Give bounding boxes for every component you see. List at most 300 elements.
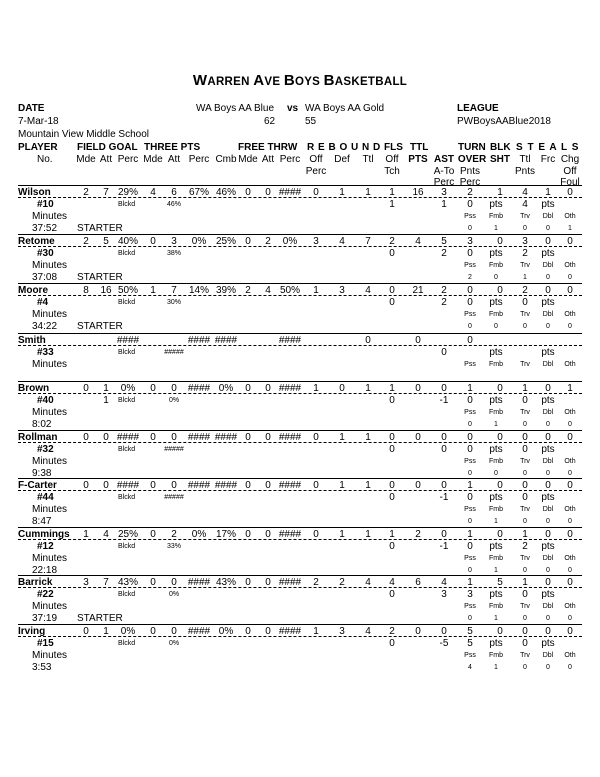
- stat-cell: 0: [245, 432, 251, 443]
- stat-cell: 67%: [188, 187, 210, 198]
- stat-cell: 4: [365, 577, 371, 588]
- blocked-perc: 38%: [166, 250, 182, 257]
- turnover-count: 1: [494, 615, 498, 622]
- blocked-label: Blckd: [118, 299, 136, 306]
- player-number: #30: [37, 248, 54, 259]
- stat-cell: 50%: [117, 285, 139, 296]
- stat-cell: 0: [389, 297, 395, 308]
- turnover-count: 0: [468, 615, 472, 622]
- turnover-count: 1: [494, 664, 498, 671]
- turnover-count: 1: [494, 225, 498, 232]
- stat-cell: 0: [545, 626, 551, 637]
- stat-cell: ####: [278, 335, 302, 346]
- minutes-played: 8:02: [32, 419, 52, 430]
- blocked-perc: 0%: [168, 397, 180, 404]
- minutes-label: Minutes: [32, 553, 68, 564]
- stat-cell: ####: [187, 335, 211, 346]
- turnover-type-label: Fmb: [489, 213, 503, 220]
- hdr-pts: PTS: [408, 154, 428, 165]
- hdr-turn: TURN: [458, 142, 486, 153]
- stat-cell: 1: [441, 199, 447, 210]
- stat-cell: 43%: [117, 577, 139, 588]
- stat-cell: 0: [415, 335, 421, 346]
- pts-label: pts: [489, 638, 503, 649]
- turnover-count: 0: [468, 567, 472, 574]
- row-separator: [18, 575, 582, 576]
- stat-cell: 0: [567, 432, 573, 443]
- turnover-type-label: Oth: [564, 409, 576, 416]
- row-separator: [18, 527, 582, 528]
- pts-label: pts: [541, 638, 555, 649]
- stat-cell: 2: [467, 187, 473, 198]
- turnover-count: 2: [468, 274, 472, 281]
- player-number: #4: [37, 297, 49, 308]
- stat-cell: 0: [567, 626, 573, 637]
- blocked-perc: #####: [164, 349, 184, 356]
- stat-cell: 0: [545, 529, 551, 540]
- stat-cell: 0: [265, 383, 271, 394]
- stat-cell: 46%: [215, 187, 237, 198]
- stat-cell: 0%: [120, 626, 136, 637]
- stat-cell: 16: [100, 285, 112, 296]
- turnover-count: 0: [568, 518, 572, 525]
- turnover-type-label: Fmb: [489, 603, 503, 610]
- turnover-type-label: Pss: [464, 409, 476, 416]
- minutes-label: Minutes: [32, 650, 68, 661]
- pts-label: pts: [489, 444, 503, 455]
- turnover-count: 0: [568, 615, 572, 622]
- turnover-type-label: Oth: [564, 213, 576, 220]
- stat-cell: ####: [187, 577, 211, 588]
- turnover-type-label: Trv: [520, 262, 530, 269]
- minutes-played: 37:08: [32, 272, 58, 283]
- stat-cell: 0: [313, 480, 319, 491]
- stat-cell: 0: [545, 432, 551, 443]
- turnover-count: 0: [523, 470, 527, 477]
- stat-cell: 0: [522, 492, 528, 503]
- stat-cell: 7: [103, 187, 109, 198]
- stat-cell: 0: [441, 626, 447, 637]
- stat-cell: 0: [150, 432, 156, 443]
- blocked-perc: 46%: [166, 201, 182, 208]
- row-separator: [18, 283, 582, 284]
- stat-cell: ####: [278, 577, 302, 588]
- minutes-label: Minutes: [32, 601, 68, 612]
- turnover-type-label: Dbl: [542, 213, 554, 220]
- stat-cell: 0: [522, 432, 528, 443]
- minutes-played: 8:47: [32, 516, 52, 527]
- stat-cell: 5: [103, 236, 109, 247]
- turnover-count: 0: [523, 421, 527, 428]
- turnover-type-label: Dbl: [542, 361, 554, 368]
- pts-label: pts: [489, 541, 503, 552]
- minutes-label: Minutes: [32, 260, 68, 271]
- stat-cell: 25%: [117, 529, 139, 540]
- stat-cell: 0: [103, 432, 109, 443]
- turnover-count: 0: [568, 421, 572, 428]
- pts-label: pts: [541, 541, 555, 552]
- date-label: DATE: [18, 103, 45, 114]
- stat-cell: 3: [171, 236, 177, 247]
- stat-cell: 1: [522, 529, 528, 540]
- stat-cell: 0: [545, 285, 551, 296]
- stat-cell: 0: [567, 285, 573, 296]
- stat-cell: 0: [389, 589, 395, 600]
- away-team: WA Boys AA Gold: [305, 103, 385, 114]
- stat-cell: 0: [389, 248, 395, 259]
- turnover-type-label: Oth: [564, 555, 576, 562]
- player-name: Irving: [18, 626, 46, 637]
- stat-cell: 4: [103, 529, 109, 540]
- stat-cell: 3: [467, 589, 473, 600]
- stat-cell: 0: [441, 529, 447, 540]
- turnover-type-label: Oth: [564, 603, 576, 610]
- stat-cell: 0: [171, 383, 177, 394]
- stat-cell: 2: [522, 541, 528, 552]
- stat-cell: 0: [415, 480, 421, 491]
- stat-cell: 1: [365, 529, 371, 540]
- stat-cell: -1: [439, 541, 449, 552]
- stat-cell: 0: [150, 529, 156, 540]
- stat-cell: 0: [83, 480, 89, 491]
- stat-cell: 0%: [120, 383, 136, 394]
- stat-cell: 4: [339, 236, 345, 247]
- stat-cell: ####: [278, 187, 302, 198]
- pts-label: pts: [541, 347, 555, 358]
- stat-cell: 0: [171, 480, 177, 491]
- stat-cell: 0: [313, 432, 319, 443]
- stat-cell: 0: [245, 577, 251, 588]
- hdr-off-perc: Perc: [305, 166, 327, 177]
- stat-cell: 0: [313, 529, 319, 540]
- stat-cell: 1: [103, 383, 109, 394]
- stat-cell: 0: [389, 444, 395, 455]
- player-name: Wilson: [18, 187, 51, 198]
- stat-cell: 0: [171, 577, 177, 588]
- stat-cell: 43%: [215, 577, 237, 588]
- turnover-type-label: Fmb: [489, 458, 503, 465]
- stat-cell: 0: [389, 541, 395, 552]
- stat-cell: 17%: [215, 529, 237, 540]
- stat-cell: 4: [265, 285, 271, 296]
- league-name: PWBoysAABlue2018: [457, 116, 551, 127]
- stat-cell: 0: [545, 383, 551, 394]
- hdr-free-thrw: FREE THRW: [238, 142, 298, 153]
- stat-cell: 1: [365, 383, 371, 394]
- starter-label: STARTER: [77, 321, 123, 332]
- vs-label: vs: [287, 103, 299, 114]
- game-date: 7-Mar-18: [18, 116, 59, 127]
- turnover-type-label: Dbl: [542, 311, 554, 318]
- turnover-count: 0: [546, 615, 550, 622]
- turnover-count: 0: [568, 567, 572, 574]
- away-score: 55: [305, 116, 317, 127]
- stat-cell: 5: [467, 638, 473, 649]
- turnover-type-label: Pss: [464, 506, 476, 513]
- stat-cell: 1: [103, 626, 109, 637]
- stat-cell: 7: [171, 285, 177, 296]
- stat-cell: 2: [313, 577, 319, 588]
- stat-cell: 0: [522, 589, 528, 600]
- stat-cell: ####: [187, 480, 211, 491]
- stat-cell: 1: [467, 529, 473, 540]
- turnover-type-label: Trv: [520, 603, 530, 610]
- minutes-played: 34:22: [32, 321, 58, 332]
- stat-cell: 0: [497, 626, 503, 637]
- stat-cell: 0: [415, 383, 421, 394]
- turnover-count: 0: [468, 323, 472, 330]
- stat-cell: 2: [389, 236, 395, 247]
- minutes-label: Minutes: [32, 504, 68, 515]
- stat-cell: 0%: [218, 383, 234, 394]
- stat-cell: 1: [497, 187, 503, 198]
- hdr-ft-mde: Mde: [238, 154, 258, 165]
- stat-cell: ####: [214, 335, 238, 346]
- pts-label: pts: [489, 199, 503, 210]
- stat-cell: 0: [467, 285, 473, 296]
- stat-cell: 0: [545, 236, 551, 247]
- stat-cell: 3: [441, 589, 447, 600]
- stat-cell: 2: [441, 248, 447, 259]
- stat-cell: 1: [339, 432, 345, 443]
- hdr-ft-perc: Perc: [279, 154, 301, 165]
- turnover-count: 0: [494, 274, 498, 281]
- stat-cell: 0: [389, 285, 395, 296]
- stat-cell: 0: [265, 480, 271, 491]
- turnover-type-label: Dbl: [542, 262, 554, 269]
- turnover-count: 0: [546, 567, 550, 574]
- stat-cell: 1: [467, 480, 473, 491]
- blocked-label: Blckd: [118, 591, 136, 598]
- pts-label: pts: [541, 297, 555, 308]
- stat-cell: 3: [339, 285, 345, 296]
- stat-cell: 0: [441, 480, 447, 491]
- turnover-count: 0: [523, 664, 527, 671]
- stat-cell: 7: [365, 236, 371, 247]
- pts-label: pts: [489, 395, 503, 406]
- hdr-fg-perc: Perc: [117, 154, 139, 165]
- stat-cell: 0: [467, 335, 473, 346]
- stat-cell: 0: [415, 626, 421, 637]
- blocked-perc: 0%: [168, 591, 180, 598]
- minutes-label: Minutes: [32, 211, 68, 222]
- stat-cell: 0: [497, 480, 503, 491]
- stat-cell: 0: [171, 626, 177, 637]
- stat-cell: 1: [545, 187, 551, 198]
- stat-cell: -5: [439, 638, 449, 649]
- blocked-label: Blckd: [118, 640, 136, 647]
- turnover-type-label: Trv: [520, 409, 530, 416]
- turnover-count: 1: [494, 518, 498, 525]
- stat-cell: 0: [171, 432, 177, 443]
- stat-cell: ####: [214, 480, 238, 491]
- stat-cell: 29%: [117, 187, 139, 198]
- turnover-count: 0: [523, 518, 527, 525]
- turnover-type-label: Fmb: [489, 361, 503, 368]
- stat-cell: 0: [441, 347, 447, 358]
- turnover-type-label: Fmb: [489, 652, 503, 659]
- row-separator: [18, 624, 582, 625]
- stat-cell: 1: [339, 187, 345, 198]
- stat-cell: 0: [522, 480, 528, 491]
- stat-cell: 0: [467, 199, 473, 210]
- turnover-type-label: Dbl: [542, 555, 554, 562]
- stat-cell: 0: [441, 383, 447, 394]
- stat-cell: 0: [467, 541, 473, 552]
- turnover-type-label: Oth: [564, 458, 576, 465]
- turnover-type-label: Pss: [464, 361, 476, 368]
- stat-cell: 2: [171, 529, 177, 540]
- hdr-pnts: Pnts: [459, 166, 481, 177]
- stat-cell: 0: [545, 480, 551, 491]
- row-separator: [18, 381, 582, 382]
- stat-cell: 0%: [218, 626, 234, 637]
- stat-cell: 0: [441, 432, 447, 443]
- stat-cell: ####: [116, 480, 140, 491]
- stat-cell: 1: [339, 480, 345, 491]
- stat-cell: 0: [245, 236, 251, 247]
- hdr-stl-ttl: Ttl: [519, 154, 531, 165]
- hdr-fls: FLS: [384, 142, 403, 153]
- stat-cell: 0: [83, 383, 89, 394]
- hdr-tch: Tch: [384, 166, 400, 177]
- turnover-type-label: Trv: [520, 361, 530, 368]
- hdr-fg-mde: Mde: [76, 154, 96, 165]
- stat-cell: 4: [522, 187, 528, 198]
- blocked-label: Blckd: [118, 543, 136, 550]
- minutes-label: Minutes: [32, 456, 68, 467]
- stat-cell: 0: [522, 297, 528, 308]
- turnover-type-label: Dbl: [542, 409, 554, 416]
- minutes-played: 9:38: [32, 468, 52, 479]
- stat-cell: 3: [441, 187, 447, 198]
- stat-cell: 0: [313, 187, 319, 198]
- stat-cell: 0: [389, 492, 395, 503]
- hdr-3p-att: Att: [167, 154, 181, 165]
- hdr-a-to: A-To: [433, 166, 455, 177]
- pts-label: pts: [541, 492, 555, 503]
- pts-label: pts: [489, 589, 503, 600]
- turnover-count: 0: [468, 470, 472, 477]
- stat-cell: 2: [245, 285, 251, 296]
- stat-cell: 2: [339, 577, 345, 588]
- turnover-type-label: Oth: [564, 262, 576, 269]
- row-separator: [18, 478, 582, 479]
- turnover-count: 0: [523, 225, 527, 232]
- stat-cell: 1: [313, 626, 319, 637]
- pts-label: pts: [489, 297, 503, 308]
- turnover-type-label: Oth: [564, 361, 576, 368]
- stat-cell: 5: [497, 577, 503, 588]
- stat-cell: 3: [522, 236, 528, 247]
- player-number: #15: [37, 638, 54, 649]
- hdr-off: Off: [309, 154, 323, 165]
- hdr-3p-perc: Perc: [188, 154, 210, 165]
- stat-cell: 0: [265, 626, 271, 637]
- turnover-count: 0: [568, 274, 572, 281]
- starter-label: STARTER: [77, 223, 123, 234]
- blocked-perc: 33%: [166, 543, 182, 550]
- stat-cell: 4: [389, 577, 395, 588]
- game-location: Mountain View Middle School: [18, 129, 150, 140]
- stat-cell: 0: [467, 444, 473, 455]
- stat-cell: 0: [441, 444, 447, 455]
- stat-cell: 1: [522, 383, 528, 394]
- player-number: #10: [37, 199, 54, 210]
- home-score: 62: [264, 116, 276, 127]
- player-name: Rollman: [18, 432, 58, 443]
- turnover-count: 0: [468, 421, 472, 428]
- stat-cell: 4: [415, 236, 421, 247]
- hdr-steals: S T E A L S: [516, 142, 580, 153]
- stat-cell: 1: [313, 383, 319, 394]
- stat-cell: 0: [245, 383, 251, 394]
- turnover-count: 0: [546, 421, 550, 428]
- turnover-count: 0: [468, 518, 472, 525]
- turnover-type-label: Pss: [464, 458, 476, 465]
- blocked-perc: #####: [164, 494, 184, 501]
- blocked-perc: #####: [164, 446, 184, 453]
- stat-cell: 7: [103, 577, 109, 588]
- blocked-label: Blckd: [118, 446, 136, 453]
- stat-cell: -1: [439, 395, 449, 406]
- pts-label: pts: [541, 395, 555, 406]
- stat-cell: 1: [83, 529, 89, 540]
- player-name: Smith: [18, 335, 46, 346]
- stat-cell: 0%: [282, 236, 298, 247]
- turnover-count: 4: [468, 664, 472, 671]
- hdr-blk: BLK: [490, 142, 511, 153]
- hdr-chg: Chg: [560, 154, 580, 165]
- stat-cell: 1: [365, 432, 371, 443]
- hdr-reb-ttl: Ttl: [362, 154, 374, 165]
- stat-cell: 3: [313, 236, 319, 247]
- stat-cell: 14%: [188, 285, 210, 296]
- starter-label: STARTER: [77, 272, 123, 283]
- pts-label: pts: [489, 492, 503, 503]
- row-separator: [18, 185, 582, 186]
- stat-cell: ####: [187, 626, 211, 637]
- stat-cell: 8: [83, 285, 89, 296]
- stat-cell: 2: [83, 236, 89, 247]
- turnover-count: 0: [546, 470, 550, 477]
- turnover-type-label: Oth: [564, 311, 576, 318]
- blocked-label: Blckd: [118, 201, 136, 208]
- turnover-type-label: Trv: [520, 555, 530, 562]
- stat-cell: ####: [116, 432, 140, 443]
- turnover-count: 0: [568, 664, 572, 671]
- player-name: F-Carter: [18, 480, 57, 491]
- turnover-type-label: Pss: [464, 603, 476, 610]
- player-name: Barrick: [18, 577, 53, 588]
- minutes-label: Minutes: [32, 309, 68, 320]
- turnover-type-label: Pss: [464, 311, 476, 318]
- hdr-three-pts: THREE PTS: [144, 142, 201, 153]
- player-name: Retome: [18, 236, 55, 247]
- hdr-foul: Foul: [560, 177, 580, 188]
- stat-cell: 39%: [215, 285, 237, 296]
- hdr-rebound: R E B O U N D: [307, 142, 381, 153]
- stat-cell: 0: [265, 432, 271, 443]
- blocked-label: Blckd: [118, 397, 136, 404]
- stat-cell: 1: [389, 383, 395, 394]
- turnover-count: 1: [494, 567, 498, 574]
- stat-cell: 50%: [279, 285, 301, 296]
- pts-label: pts: [541, 199, 555, 210]
- stat-cell: 0: [265, 529, 271, 540]
- stat-cell: 16: [412, 187, 424, 198]
- turnover-type-label: Oth: [564, 506, 576, 513]
